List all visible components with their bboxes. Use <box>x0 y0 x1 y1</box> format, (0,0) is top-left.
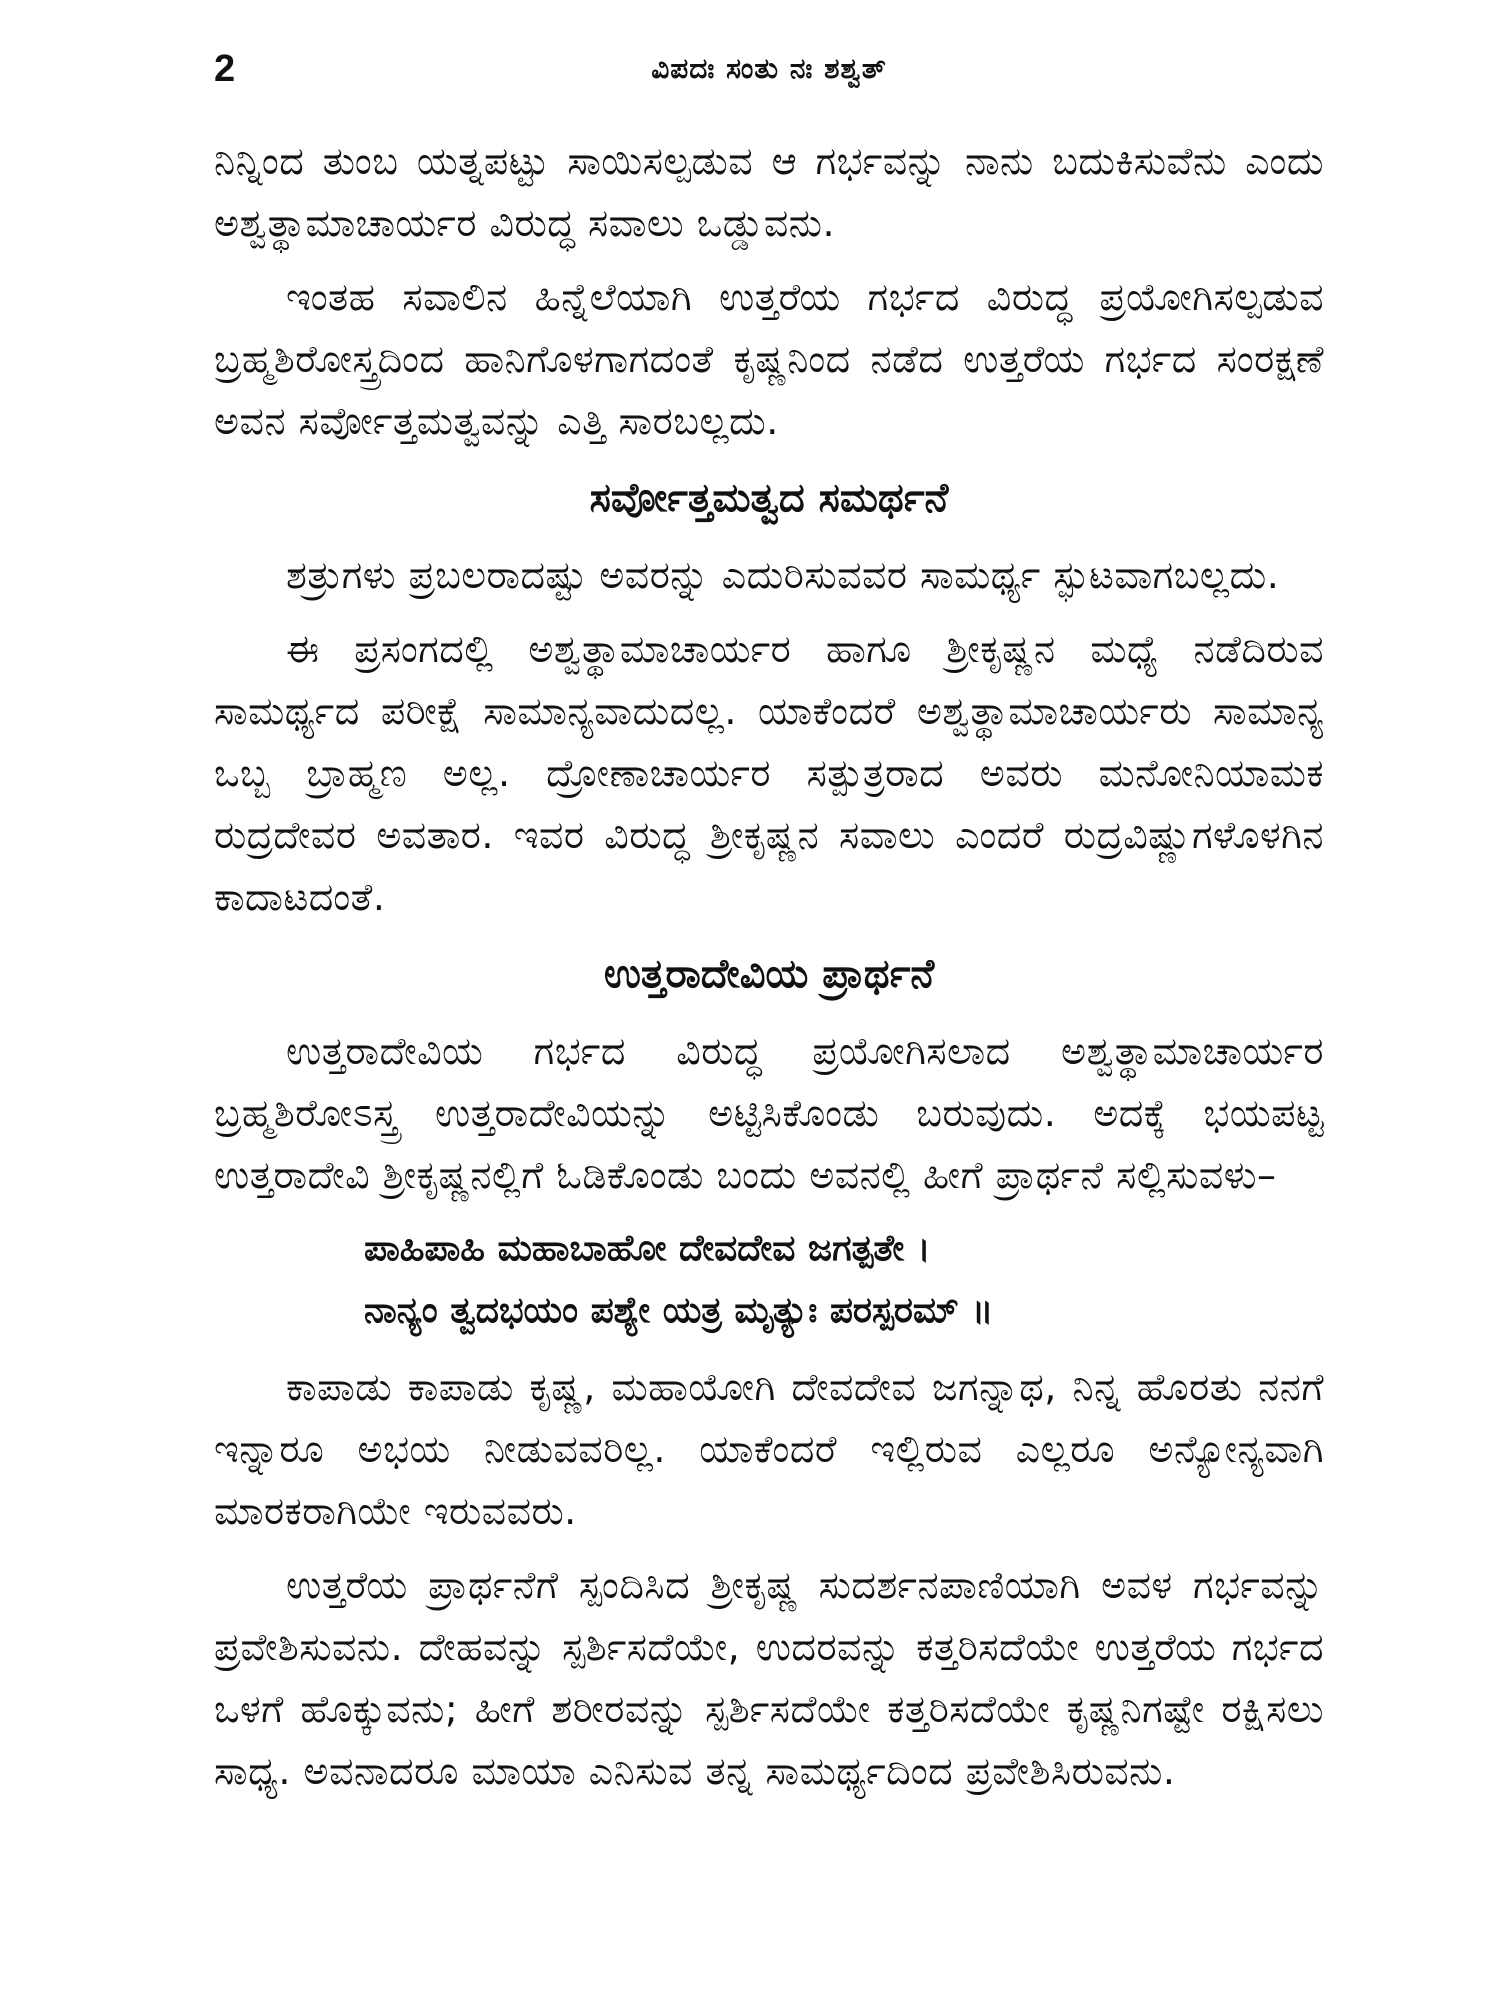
running-title: ವಿಪದಃ ಸಂತು ನಃ ಶಶ್ವತ್ <box>651 52 887 85</box>
paragraph: ಉತ್ತರಾದೇವಿಯ ಗರ್ಭದ ವಿರುದ್ಧ ಪ್ರಯೋಗಿಸಲಾದ ಅಶ್ವತ್ಥಾಮಾಚಾರ್ಯರ ಬ್ರಹ್ಮಶಿರೋಽಸ್ತ್ರ ಉತ್ತರಾದೇವಿಯನ್ನು ಅಟ್ಟಿಸಿಕೊಂಡು ಬರುವುದು. ಅದಕ್ಕೆ ಭಯಪಟ್ಟ ಉತ್ತರಾದೇವಿ ಶ್ರೀಕೃಷ್ಣನಲ್ಲಿಗೆ ಓಡಿಕೊಂಡು ಬಂದು ಅವನಲ್ಲಿ ಹೀಗೆ ಪ್ರಾರ್ಥನೆ ಸಲ್ಲಿಸುವಳು– <box>214 1029 1324 1197</box>
paragraph: ಶತ್ರುಗಳು ಪ್ರಬಲರಾದಷ್ಟು ಅವರನ್ನು ಎದುರಿಸುವವರ ಸಾಮರ್ಥ್ಯ ಸ್ಫುಟವಾಗಬಲ್ಲದು. <box>286 553 1280 597</box>
paragraph: ಉತ್ತರೆಯ ಪ್ರಾರ್ಥನೆಗೆ ಸ್ಪಂದಿಸಿದ ಶ್ರೀಕೃಷ್ಣ ಸುದರ್ಶನಪಾಣಿಯಾಗಿ ಅವಳ ಗರ್ಭವನ್ನು ಪ್ರವೇಶಿಸುವನು. ದೇಹವನ್ನು ಸ್ಪರ್ಶಿಸದೆಯೇ, ಉದರವನ್ನು ಕತ್ತರಿಸದೆಯೇ ಉತ್ತರೆಯ ಗರ್ಭದ ಒಳಗೆ ಹೊಕ್ಕುವನು; ಹೀಗೆ ಶರೀರವನ್ನು ಸ್ಪರ್ಶಿಸದೆಯೇ ಕತ್ತರಿಸದೆಯೇ ಕೃಷ್ಣನಿಗಷ್ಟೇ ರಕ್ಷಿಸಲು ಸಾಧ್ಯ. ಅವನಾದರೂ ಮಾಯಾ ಎನಿಸುವ ತನ್ನ ಸಾಮರ್ಥ್ಯದಿಂದ ಪ್ರವೇಶಿಸಿರುವನು. <box>214 1563 1324 1793</box>
paragraph: ಕಾಪಾಡು ಕಾಪಾಡು ಕೃಷ್ಣ, ಮಹಾಯೋಗಿ ದೇವದೇವ ಜಗನ್ನಾಥ, ನಿನ್ನ ಹೊರತು ನನಗೆ ಇನ್ನಾರೂ ಅಭಯ ನೀಡುವವರಿಲ್ಲ. ಯಾಕೆಂದರೆ ಇಲ್ಲಿರುವ ಎಲ್ಲರೂ ಅನ್ಯೋನ್ಯವಾಗಿ ಮಾರಕರಾಗಿಯೇ ಇರುವವರು. <box>214 1365 1324 1533</box>
section-heading: ಸರ್ವೋತ್ತಮತ್ವದ ಸಮರ್ಥನೆ <box>589 475 949 521</box>
paragraph: ಈ ಪ್ರಸಂಗದಲ್ಲಿ ಅಶ್ವತ್ಥಾಮಾಚಾರ್ಯರ ಹಾಗೂ ಶ್ರೀಕೃಷ್ಣನ ಮಧ್ಯೆ ನಡೆದಿರುವ ಸಾಮರ್ಥ್ಯದ ಪರೀಕ್ಷೆ ಸಾಮಾನ್ಯವಾದುದಲ್ಲ. ಯಾಕೆಂದರೆ ಅಶ್ವತ್ಥಾಮಾಚಾರ್ಯರು ಸಾಮಾನ್ಯ ಒಬ್ಬ ಬ್ರಾಹ್ಮಣ ಅಲ್ಲ. ದ್ರೋಣಾಚಾರ್ಯರ ಸತ್ಪುತ್ರರಾದ ಅವರು ಮನೋನಿಯಾಮಕ ರುದ್ರದೇವರ ಅವತಾರ. ಇವರ ವಿರುದ್ಧ ಶ್ರೀಕೃಷ್ಣನ ಸವಾಲು ಎಂದರೆ ರುದ್ರವಿಷ್ಣುಗಳೊಳಗಿನ ಕಾದಾಟದಂತೆ. <box>214 627 1324 919</box>
paragraph: ನಿನ್ನಿಂದ ತುಂಬ ಯತ್ನಪಟ್ಟು ಸಾಯಿಸಲ್ಪಡುವ ಆ ಗರ್ಭವನ್ನು ನಾನು ಬದುಕಿಸುವೆನು ಎಂದು ಅಶ್ವತ್ಥಾಮಾಚಾರ್ಯರ ವಿರುದ್ಧ ಸವಾಲು ಒಡ್ಡುವನು. <box>214 139 1324 245</box>
verse-line: ಪಾಹಿಪಾಹಿ ಮಹಾಬಾಹೋ ದೇವದೇವ ಜಗತ್ಪತೇ । <box>364 1228 931 1269</box>
paragraph: ಇಂತಹ ಸವಾಲಿನ ಹಿನ್ನೆಲೆಯಾಗಿ ಉತ್ತರೆಯ ಗರ್ಭದ ವಿರುದ್ಧ ಪ್ರಯೋಗಿಸಲ್ಪಡುವ ಬ್ರಹ್ಮಶಿರೋಸ್ತ್ರದಿಂದ ಹಾನಿಗೊಳಗಾಗದಂತೆ ಕೃಷ್ಣನಿಂದ ನಡೆದ ಉತ್ತರೆಯ ಗರ್ಭದ ಸಂರಕ್ಷಣೆ ಅವನ ಸರ್ವೋತ್ತಮತ್ವವನ್ನು ಎತ್ತಿ ಸಾರಬಲ್ಲದು. <box>214 275 1324 443</box>
verse-block <box>214 1218 1324 1342</box>
page-number: 2 <box>214 48 236 90</box>
verse-line: ನಾನ್ಯಂ ತ್ವದಭಯಂ ಪಶ್ಯೇ ಯತ್ರ ಮೃತ್ಯುಃ ಪರಸ್ಪರಮ್ ॥ <box>364 1290 994 1331</box>
page-body <box>214 130 1324 1814</box>
section-heading: ಉತ್ತರಾದೇವಿಯ ಪ್ರಾರ್ಥನೆ <box>603 951 935 997</box>
page-header <box>214 48 1324 98</box>
